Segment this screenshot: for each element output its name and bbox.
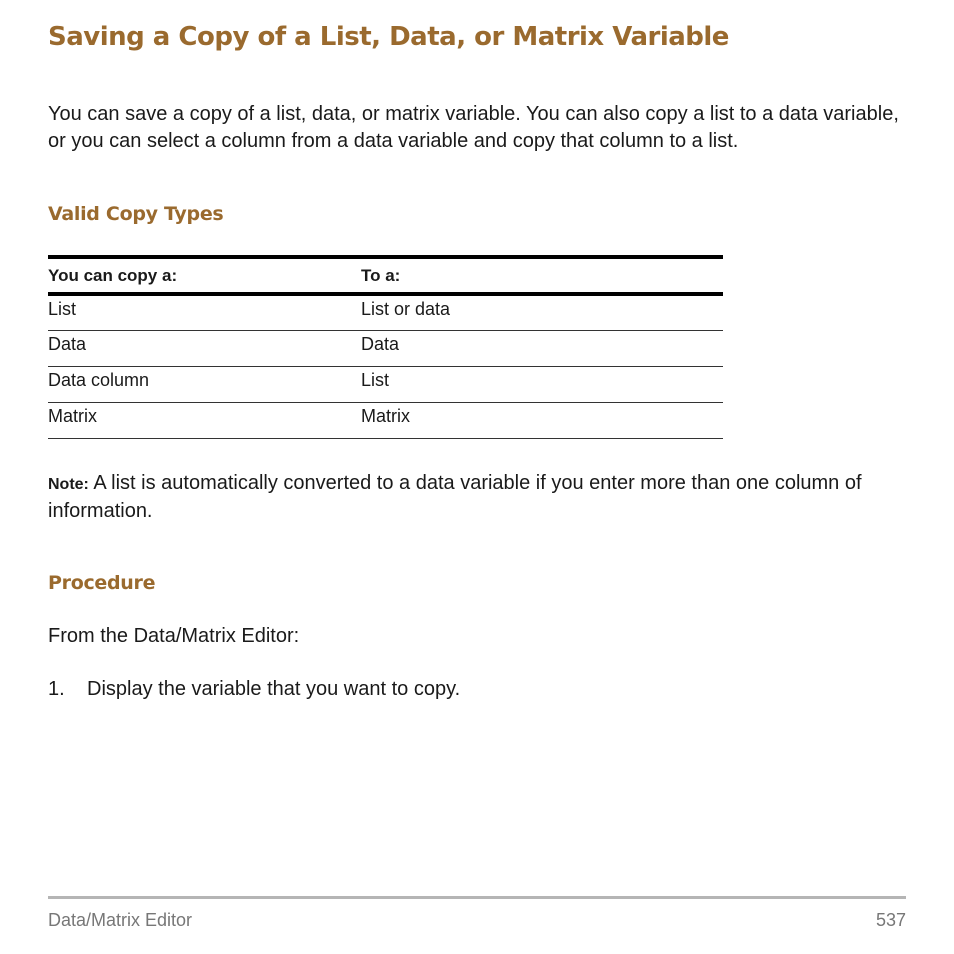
intro-paragraph: You can save a copy of a list, data, or matrix variable. You can also copy a list to a data variable, or you can select a column from a data variable and copy that column to a list. xyxy=(48,103,899,152)
table-row xyxy=(48,366,723,402)
header-copy-from: You can copy a: xyxy=(48,257,361,294)
cell-copy-to: Matrix xyxy=(361,402,723,438)
cell-copy-from: Data column xyxy=(48,366,361,402)
cell-copy-from: List xyxy=(48,294,361,330)
table-row xyxy=(48,330,723,366)
footer-divider xyxy=(48,896,906,899)
procedure-heading: Procedure xyxy=(48,572,156,594)
note-text: A list is automatically converted to a data variable if you enter more than one column of information. xyxy=(48,472,862,522)
step-text: Display the variable that you want to copy. xyxy=(87,678,461,700)
table-header-row xyxy=(48,257,723,294)
cell-copy-from: Data xyxy=(48,330,361,366)
table-row xyxy=(48,402,723,438)
header-copy-to: To a: xyxy=(361,257,723,294)
valid-copy-types-heading: Valid Copy Types xyxy=(48,203,224,225)
page-title: Saving a Copy of a List, Data, or Matrix Variable xyxy=(48,22,729,52)
table-row xyxy=(48,294,723,330)
step-number: 1. xyxy=(48,678,65,700)
cell-copy-to: List xyxy=(361,366,723,402)
note-paragraph xyxy=(48,470,908,525)
cell-copy-to: List or data xyxy=(361,294,723,330)
cell-copy-to: Data xyxy=(361,330,723,366)
footer-section-name: Data/Matrix Editor xyxy=(48,910,193,930)
copy-types-table xyxy=(48,255,723,439)
note-label: Note: xyxy=(48,476,89,493)
list-item xyxy=(48,678,460,701)
procedure-intro: From the Data/Matrix Editor: xyxy=(48,625,300,647)
procedure-steps xyxy=(48,678,460,701)
footer-page-number: 537 xyxy=(875,910,906,930)
cell-copy-from: Matrix xyxy=(48,402,361,438)
